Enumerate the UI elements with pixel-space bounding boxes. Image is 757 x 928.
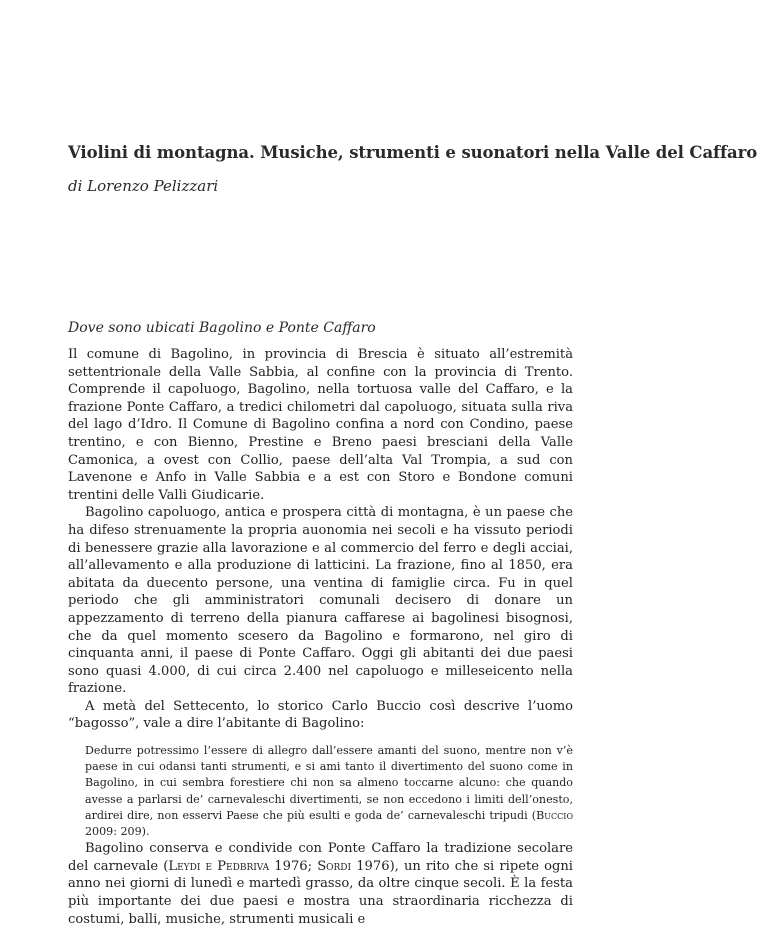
paragraph-2: Bagolino capoluogo, antica e prospera città di montagna, è un paese che ha difeso strenuamente la propria auonomia nei secoli e ha vissuto periodi di benessere grazie alla lavorazione e al commercio del ferro e degli acciai, all’allevamento e alla produzione di latticini. La frazione, fino al 1850, era abitata da duecento persone, una ventina di famiglie circa. Fu in quel periodo che gli amministratori comunali decisero di donare un appezzamento di terreno della pianura caffarese ai bagolinesi bisognosi, che da quel momento scesero da Bagolino e formarono, nel giro di cinquanta anni, il paese di Ponte Caffaro. Oggi gli abitanti dei due paesi sono quasi 4.000, di cui circa 2.400 nel capoluogo e milleseicento nella frazione.	[68, 505, 573, 697]
block-quote	[85, 743, 573, 840]
paragraph-1: Il comune di Bagolino, in provincia di Brescia è situato all’estremità settentrionale della Valle Sabbia, al confine con la provincia di Trento. Comprende il capoluogo, Bagolino, nella tortuosa valle del Caffaro, e la frazione Ponte Caffaro, a tredici chilometri dal capoluogo, situata sulla riva del lago d’Idro. Il Comune di Bagolino confina a nord con Condino, paese trentino, e con Bienno, Prestine e Breno paesi bresciani della Valle Camonica, a ovest con Collio, paese dell’alta Val Trompia, a sud con Lavenone e Anfo in Valle Sabbia e a est con Storo e Bondone comuni trentini delle Valli Giudicarie.	[68, 347, 573, 503]
paragraph-4-text-b: ), un rito che si ripete ogni anno nei giorni di lunedì e martedì grasso, da oltre cinque secoli. È la festa più importante dei due paesi e mostra una straordinaria ricchezza di costumi, balli, musiche, strumenti musicali e	[68, 858, 573, 927]
paragraph-4-text-a: Bagolino conserva e condivide con Ponte Caffaro la tradizione secolare del carnevale (	[68, 841, 573, 874]
citation-2-year: 1976	[351, 858, 390, 874]
paragraph-4	[68, 840, 573, 928]
quote-citation-author: Buccio	[536, 808, 573, 822]
citation-1-year: 1976;	[269, 858, 318, 874]
paragraph-3: A metà del Settecento, lo storico Carlo Buccio così descrive l’uomo “bagosso”, vale a dire l’abitante di Bagolino:	[68, 698, 573, 732]
article-body	[68, 346, 573, 928]
article-author: di Lorenzo Pelizzari	[68, 177, 219, 195]
citation-2-author: Sordi	[317, 858, 352, 874]
quote-citation-year: 2009: 209).	[85, 825, 150, 839]
citation-1-author: Leydi e Pedbriva	[168, 858, 270, 874]
quote-text: Dedurre potressimo l’essere di allegro dall’essere amanti del suono, mentre non v’è paese in cui odansi tanti strumenti, e si ami tanto il divertimento del suono come in Bagolino, in cui sembra forestiere chi non sa almeno toccarne alcuno: che quando avesse a parlarsi de’ carnevaleschi divertimenti, se non eccedono i limiti dell’onesto, ardirei dire, non esservi Paese che più esulti e goda de’ carnevaleschi tripudi (	[85, 744, 573, 822]
section-heading: Dove sono ubicati Bagolino e Ponte Caffaro	[68, 320, 376, 336]
article-title: Violini di montagna. Musiche, strumenti e suonatori nella Valle del Caffaro	[68, 143, 757, 162]
